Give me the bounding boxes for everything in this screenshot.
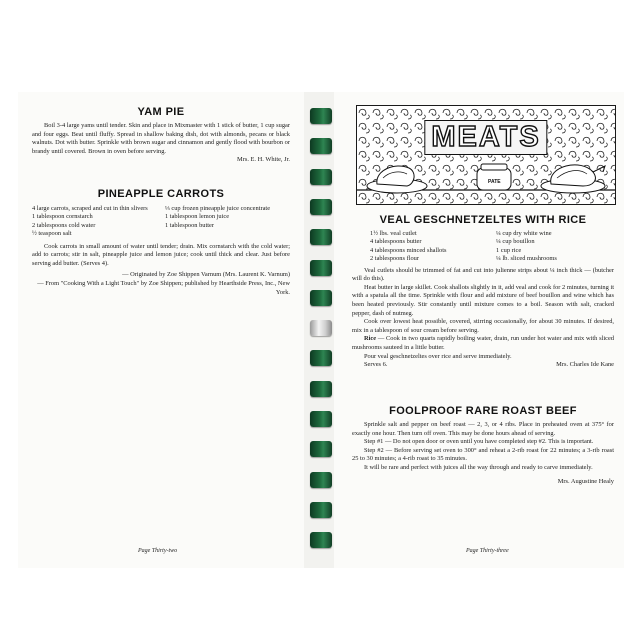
veal-serves-line — [352, 361, 614, 370]
ingredient-item: ¼ cup bouillon — [496, 238, 535, 246]
meats-banner — [356, 105, 616, 205]
binding-ring — [310, 381, 332, 397]
binding-ring — [310, 290, 332, 306]
yam-pie-body: Boil 3-4 large yams until tender. Skin and place in Mixmaster with 1 stick of butter, 1 cup sugar and four eggs. Beat until fluffy. Spread in shallow baking dish, dot with almonds, pecans or black walnuts. Dot with butter. Sprinkle with brown sugar and cinnamon and gently flood with bourbon or brandy until covered. Brown in oven before serving. — [32, 122, 290, 155]
binding-ring — [310, 350, 332, 366]
roast-beef-step-3: Step #2 — Before serving set oven to 300° and reheat a 2-rib roast for 22 minutes; a 3-rib roast 25 to 30 minutes; a 4-rib roast to 35 minutes. — [352, 446, 614, 463]
ingredient-item: 4 tablespoons minced shallots — [370, 246, 447, 254]
ingredient-item: ⅓ cup frozen pineapple juice concentrate — [165, 205, 271, 212]
veal-section — [352, 214, 614, 370]
pineapple-carrots-section — [32, 188, 290, 297]
veal-step-5: Pour veal geschnetzeltes over rice and serve immediately. — [364, 352, 512, 360]
ingredients-column-right — [165, 205, 290, 239]
meats-title: MEATS — [424, 120, 547, 155]
binding-ring — [310, 532, 332, 548]
ingredient-item: 1 tablespoon cornstarch — [32, 213, 93, 221]
binding-ring — [310, 441, 332, 457]
veal-serves: Serves 6. — [364, 361, 388, 369]
ingredient-item: ½ teaspoon salt — [32, 230, 72, 238]
pineapple-carrots-source: — From "Cooking With a Light Touch" by Zoe Shippen; published by Hearthside Press, Inc., New York. — [37, 280, 290, 296]
veal-step-2: Heat butter in large skillet. Cook shallots slightly in it, add veal and cook for 2 minutes, turning it with a spatula all the time. Sprinkle with flour and add mixture of beef bouillon and wine which has been heated previously. Stir constantly until mixture comes to a boil. Season with salt, cracked pepper, dash of nutmeg. — [352, 283, 614, 317]
yam-pie-title: YAM PIE — [137, 106, 185, 118]
roast-beef-step-1: Sprinkle salt and pepper on beef roast — 2, 3, or 4 ribs. Place in preheated oven at 375° for exactly one hour. Then turn off oven. This may be done hours ahead of serving. — [352, 421, 614, 437]
ingredient-item: ¼ lb. sliced mushrooms — [496, 255, 557, 263]
ingredient-item: 1½ lbs. veal cutlet — [370, 230, 417, 237]
veal-rice-step: Rice — Cook in two quarts rapidly boiling water, drain, run under hot water and mix with sliced mushrooms sauteed in a little butter. — [352, 335, 614, 351]
ingredient-item: 2 tablespoons flour — [370, 255, 419, 263]
page-number-left: Page Thirty-two — [138, 548, 178, 554]
ingredient-item: 1 tablespoon lemon juice — [165, 213, 230, 221]
roast-beef-step-2: Step #1 — Do not open door or oven until you have completed step #2. This is important. — [364, 438, 594, 446]
veal-title: VEAL GESCHNETZELTES WITH RICE — [379, 214, 587, 226]
ingredients-column-right — [496, 230, 614, 264]
ingredient-item: 2 tablespoons cold water — [32, 221, 96, 229]
binding-ring — [310, 169, 332, 185]
binding-ring — [310, 320, 332, 336]
binding-ring — [310, 260, 332, 276]
binding-ring — [310, 472, 332, 488]
binding-ring — [310, 411, 332, 427]
veal-step-3: Cook over lowest heat possible, covered, stirring occasionally, for about 30 minutes. If desired, mix in a tablespoon of sour cream before serving. — [352, 318, 614, 334]
ingredients-column-left — [370, 230, 488, 264]
ingredient-item: 1 cup rice — [496, 246, 522, 254]
pineapple-carrots-ingredients — [32, 205, 290, 239]
roast-beef-title: FOOLPROOF RARE ROAST BEEF — [389, 405, 577, 417]
roast-beef-signature: Mrs. Augustine Healy — [557, 477, 614, 485]
page-number-right: Page Thirty-three — [466, 548, 509, 554]
ingredient-item: ¼ cup dry white wine — [496, 230, 552, 237]
binding-ring — [310, 108, 332, 124]
ingredient-item: 4 large carrots, scraped and cut in thin slivers — [32, 205, 148, 212]
binding-ring — [310, 229, 332, 245]
ingredient-item: 1 tablespoon butter — [165, 221, 214, 229]
ingredient-item: 4 tablespoons butter — [370, 238, 422, 246]
yam-pie-section — [32, 106, 290, 165]
rice-label: Rice — [364, 335, 377, 343]
binding-ring — [310, 502, 332, 518]
roast-beef-section — [352, 405, 614, 486]
veal-step-1: Veal cutlets should be trimmed of fat and cut into julienne strips about ¼ inch thick — (butcher will do this). — [352, 266, 614, 283]
veal-ingredients — [352, 230, 614, 264]
ingredients-column-left — [32, 205, 157, 239]
binding-ring — [310, 199, 332, 215]
pineapple-carrots-title: PINEAPPLE CARROTS — [97, 188, 225, 200]
pineapple-carrots-body: Cook carrots in small amount of water until tender; drain. Mix cornstarch with the cold water; add to carrots; stir in salt, pineapple juice and lemon juice; cook until thick and clear. Just before serving add butter. (Serves 4). — [32, 242, 290, 267]
roast-beef-step-4: It will be rare and perfect with juices all the way through and ready to carve immediately. — [364, 463, 593, 471]
pineapple-carrots-credit: — Originated by Zoe Shippen Varnum (Mrs. Laurent K. Varnum) — [122, 271, 290, 279]
pate-jar-icon — [477, 164, 511, 190]
yam-pie-signature: Mrs. E. H. White, Jr. — [237, 156, 290, 164]
jar-label: PATE — [488, 179, 501, 185]
binding-ring — [310, 138, 332, 154]
veal-signature: Mrs. Charles Ide Kane — [556, 361, 614, 369]
